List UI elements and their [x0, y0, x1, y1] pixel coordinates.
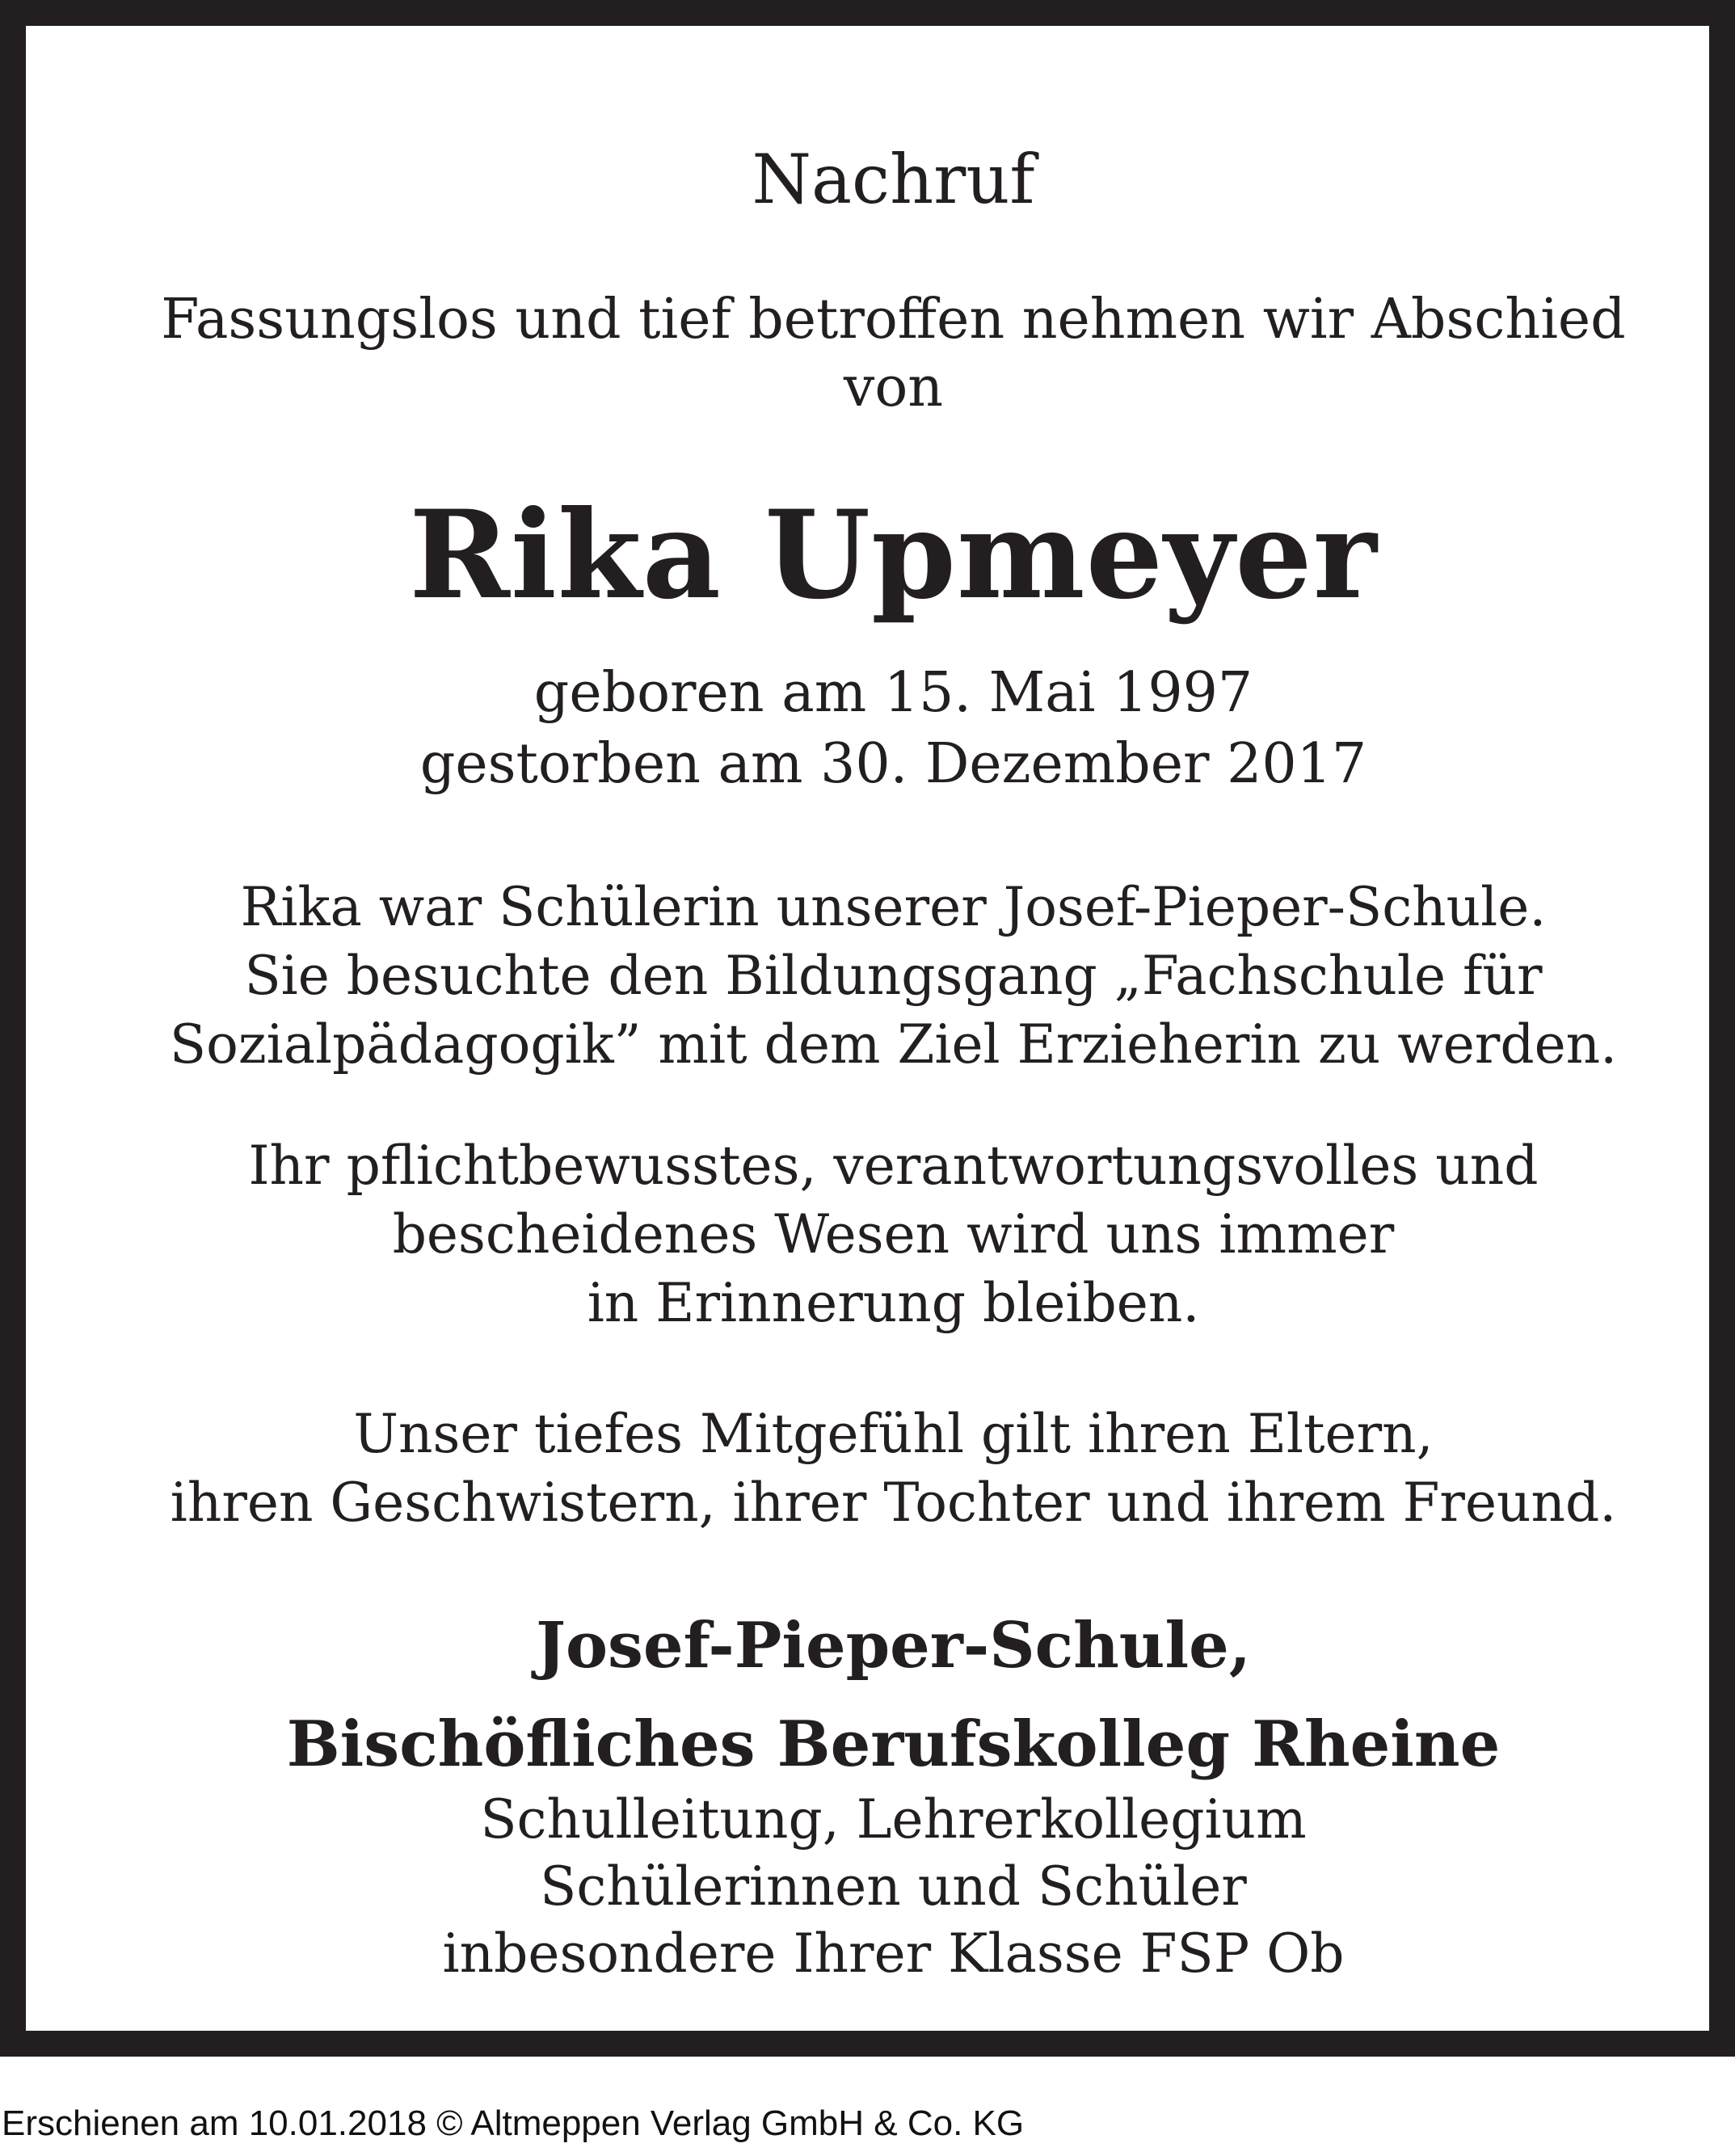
paragraph-line: Sie besuchte den Bildungsgang „Fachschule für — [244, 945, 1543, 1007]
paragraph-line: Sozialpädagogik” mit dem Ziel Erzieherin zu werden. — [169, 1013, 1618, 1076]
publication-footer: Erschienen am 10.01.2018 © Altmeppen Verlag GmbH & Co. KG — [2, 2103, 1025, 2143]
intro-line: Fassungslos und tief betroffen nehmen wir Abschied — [161, 288, 1626, 352]
deceased-name — [52, 486, 1735, 624]
death-date: gestorben am 30. Dezember 2017 — [419, 732, 1367, 796]
paragraph-line: in Erinnerung bleiben. — [587, 1272, 1200, 1334]
title-text: Nachruf — [752, 140, 1035, 219]
life-dates — [52, 658, 1735, 800]
paragraph-line: Rika war Schülerin unserer Josef-Pieper-Schule. — [240, 876, 1547, 938]
signer-line: Schülerinnen und Schüler — [540, 1855, 1247, 1918]
intro-line: von — [843, 356, 944, 419]
birth-date: geboren am 15. Mai 1997 — [533, 661, 1253, 725]
deceased-name-text: Rika Upmeyer — [409, 484, 1378, 626]
school-name — [52, 1597, 1735, 1794]
obituary-title — [52, 139, 1735, 220]
paragraph-line: ihren Geschwistern, ihrer Tochter und ihrem Freund. — [170, 1472, 1617, 1534]
character-paragraph — [52, 1131, 1735, 1337]
paragraph-line: bescheidenes Wesen wird uns immer — [392, 1203, 1395, 1265]
signer-line: Schulleitung, Lehrerkollegium — [480, 1788, 1307, 1851]
condolence-paragraph — [52, 1400, 1735, 1537]
school-name-line: Bischöfliches Berufskolleg Rheine — [286, 1708, 1501, 1781]
school-paragraph — [52, 873, 1735, 1079]
intro-text — [52, 286, 1735, 422]
signer-line: inbesondere Ihrer Klasse FSP Ob — [442, 1922, 1345, 1985]
paragraph-line: Ihr pflichtbewusstes, verantwortungsvolles und — [248, 1135, 1539, 1197]
signers-list — [52, 1786, 1735, 1987]
school-name-line: Josef-Pieper-Schule, — [536, 1609, 1251, 1682]
paragraph-line: Unser tiefes Mitgefühl gilt ihren Eltern, — [353, 1403, 1434, 1465]
